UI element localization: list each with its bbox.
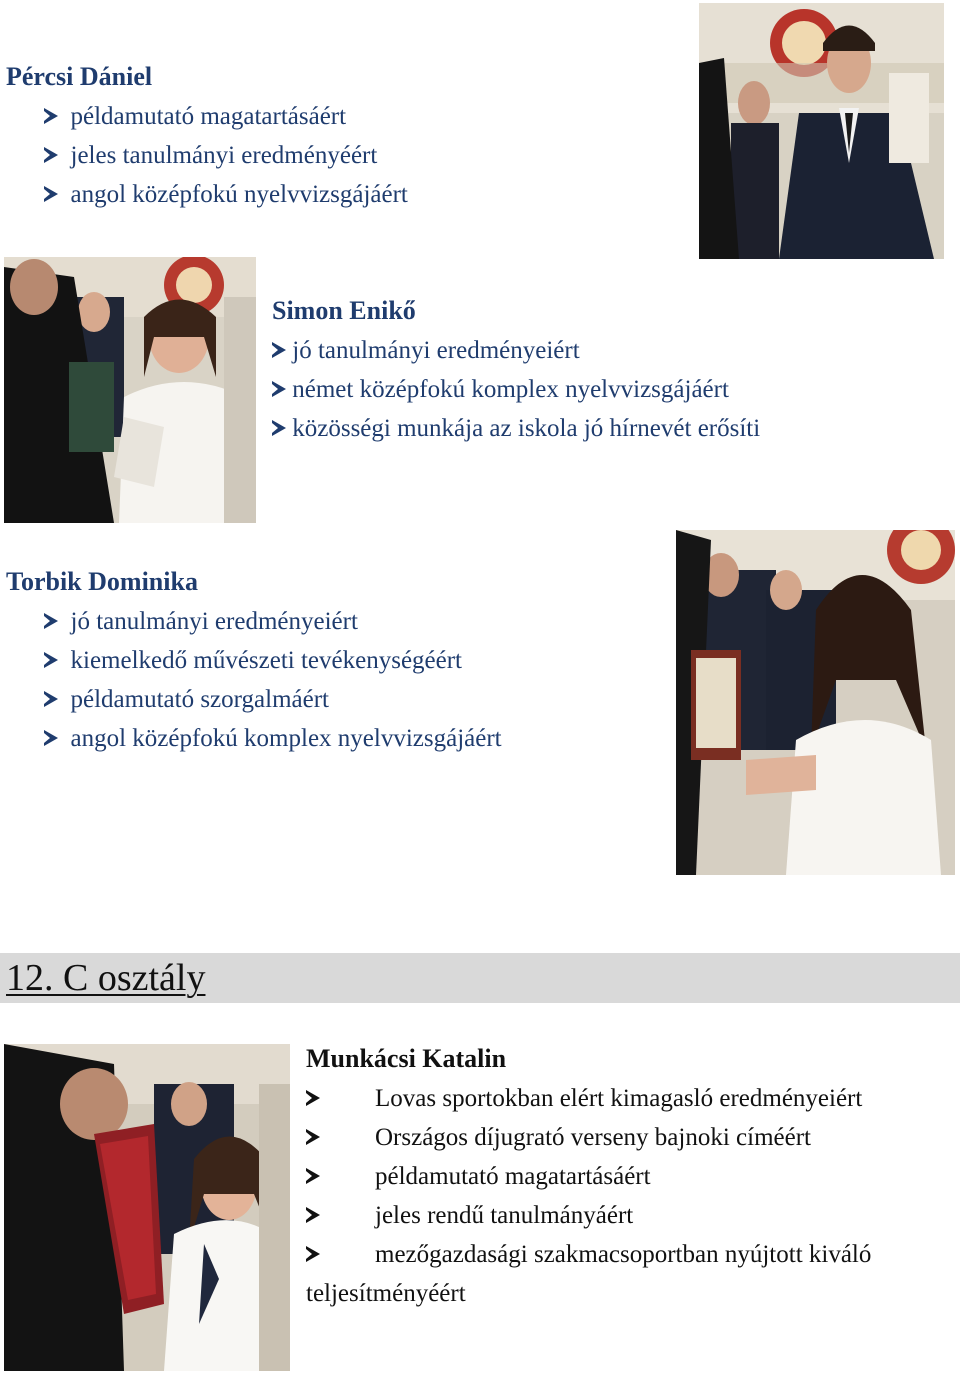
photo-percsi bbox=[699, 3, 944, 259]
award-text: példamutató magatartásáért bbox=[375, 1163, 651, 1190]
award-list-simon bbox=[272, 331, 760, 448]
arrow-bullet-icon bbox=[272, 342, 286, 358]
arrow-bullet-icon bbox=[306, 1207, 320, 1223]
list-item bbox=[44, 680, 502, 719]
arrow-bullet-icon bbox=[306, 1168, 320, 1184]
award-text: Országos díjugrató verseny bajnoki címéért bbox=[375, 1124, 811, 1151]
arrow-bullet-icon bbox=[272, 381, 286, 397]
arrow-bullet-icon bbox=[44, 652, 58, 668]
award-text: példamutató magatartásáért bbox=[70, 103, 347, 130]
arrow-bullet-icon bbox=[44, 147, 58, 163]
list-item bbox=[272, 409, 760, 448]
award-text: jó tanulmányi eredményeiért bbox=[70, 608, 358, 635]
award-text: angol középfokú nyelvvizsgájáért bbox=[70, 181, 408, 208]
list-item bbox=[306, 1157, 871, 1196]
award-text: kiemelkedő művészeti tevékenységéért bbox=[70, 647, 463, 674]
award-text: német középfokú komplex nyelvvizsgájáért bbox=[292, 376, 729, 403]
student-name-percsi: Pércsi Dániel bbox=[6, 62, 153, 91]
arrow-bullet-icon bbox=[306, 1246, 320, 1262]
list-item bbox=[44, 175, 408, 214]
award-text: mezőgazdasági szakmacsoportban nyújtott kiváló bbox=[375, 1241, 872, 1268]
list-item bbox=[272, 370, 760, 409]
list-item bbox=[44, 97, 408, 136]
list-item bbox=[306, 1079, 871, 1118]
award-list-percsi bbox=[44, 97, 408, 214]
award-text: közösségi munkája az iskola jó hírnevét erősíti bbox=[292, 415, 761, 442]
photo-simon bbox=[4, 257, 256, 523]
arrow-bullet-icon bbox=[306, 1129, 320, 1145]
arrow-bullet-icon bbox=[272, 420, 286, 436]
arrow-bullet-icon bbox=[44, 108, 58, 124]
list-item bbox=[306, 1118, 871, 1157]
award-text: jeles tanulmányi eredményéért bbox=[70, 142, 378, 169]
award-list-munkacsi bbox=[306, 1079, 871, 1274]
award-text: jó tanulmányi eredményeiért bbox=[292, 337, 580, 364]
arrow-bullet-icon bbox=[306, 1090, 320, 1106]
student-name-munkacsi: Munkácsi Katalin bbox=[306, 1044, 507, 1073]
list-item bbox=[44, 641, 502, 680]
list-item bbox=[44, 719, 502, 758]
student-name-torbik: Torbik Dominika bbox=[6, 567, 198, 596]
student-name-simon: Simon Enikő bbox=[272, 296, 416, 325]
arrow-bullet-icon bbox=[44, 186, 58, 202]
photo-torbik bbox=[676, 530, 955, 875]
award-text: példamutató szorgalmáért bbox=[70, 686, 329, 713]
list-item bbox=[306, 1196, 871, 1235]
award-list-torbik bbox=[44, 602, 502, 758]
arrow-bullet-icon bbox=[44, 613, 58, 629]
list-item bbox=[306, 1235, 871, 1274]
section-title: 12. C osztály bbox=[6, 957, 206, 999]
list-item bbox=[272, 331, 760, 370]
award-text: angol középfokú komplex nyelvvizsgájáért bbox=[70, 725, 502, 752]
award-text: jeles rendű tanulmányáért bbox=[375, 1202, 634, 1229]
arrow-bullet-icon bbox=[44, 730, 58, 746]
arrow-bullet-icon bbox=[44, 691, 58, 707]
photo-munkacsi bbox=[4, 1044, 290, 1371]
list-item bbox=[44, 602, 502, 641]
award-continuation-text: teljesítményéért bbox=[306, 1280, 466, 1307]
list-item bbox=[44, 136, 408, 175]
award-text: Lovas sportokban elért kimagasló eredményeiért bbox=[375, 1085, 863, 1112]
